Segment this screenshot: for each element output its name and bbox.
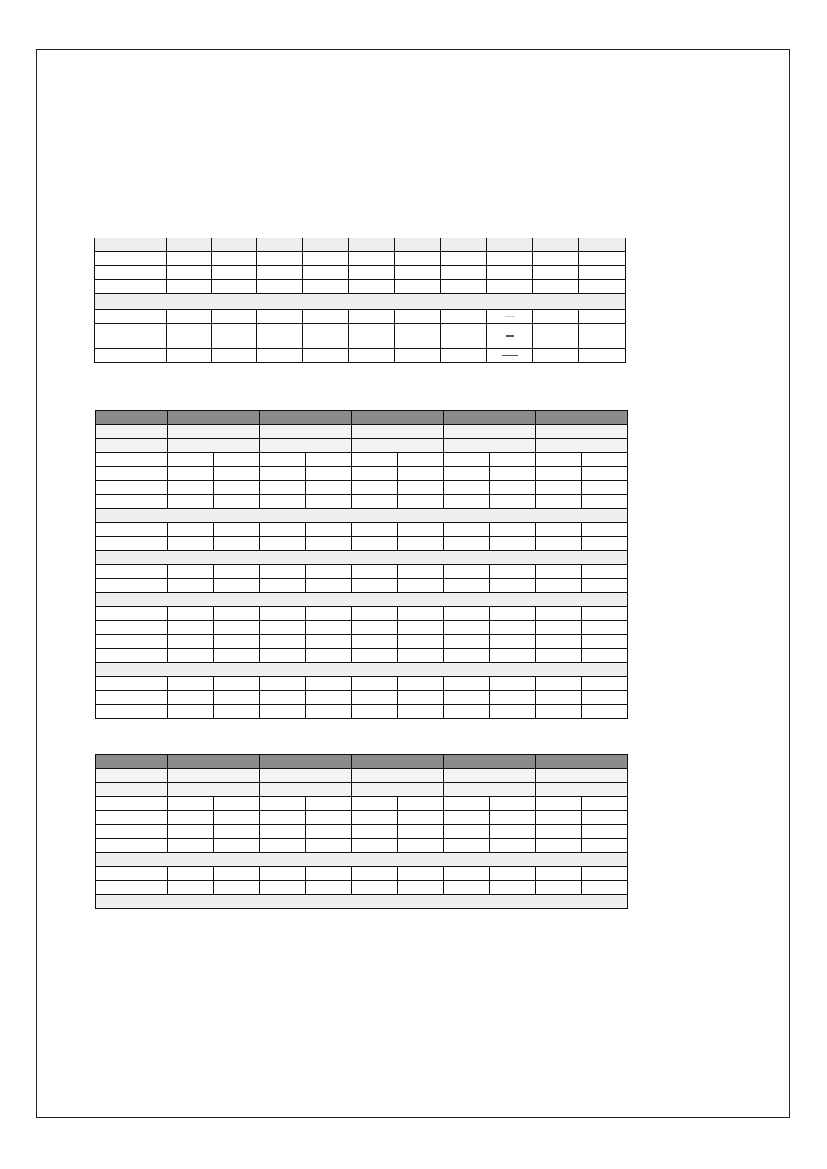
table-row [95,266,626,280]
table-1 [94,238,626,363]
table-row [96,523,628,537]
table-row [96,481,628,495]
table-row [96,867,628,881]
table-row [96,881,628,895]
dash-mark [505,316,515,317]
section-row [96,509,628,523]
table-2 [95,410,628,719]
table-row [96,839,628,853]
dash-mark [506,335,514,337]
section-row [96,593,628,607]
table-row [95,310,626,324]
table-row [96,495,628,509]
table-row [95,349,626,363]
table-row [96,621,628,635]
table-row [96,677,628,691]
section-row [96,853,628,867]
table-row [96,467,628,481]
table-row [96,579,628,593]
table-row [96,453,628,467]
table-row [96,635,628,649]
header-row [96,411,628,425]
section-row [96,663,628,677]
table-row [96,607,628,621]
section-row [96,895,628,909]
table-row [96,691,628,705]
table-row [95,280,626,294]
table-row [96,811,628,825]
header-row [96,755,628,769]
dash-mark [502,355,518,356]
group-row [96,783,628,797]
table-row [96,825,628,839]
table-3 [95,754,628,909]
section-row [96,551,628,565]
section-row [95,294,626,310]
group-row [96,769,628,783]
group-row [96,425,628,439]
group-row [96,439,628,453]
table-row [96,565,628,579]
table-row [95,324,626,349]
table-row [96,649,628,663]
table-row [95,252,626,266]
table-row [96,537,628,551]
table-row [95,238,626,252]
table-row [96,797,628,811]
table-row [96,705,628,719]
